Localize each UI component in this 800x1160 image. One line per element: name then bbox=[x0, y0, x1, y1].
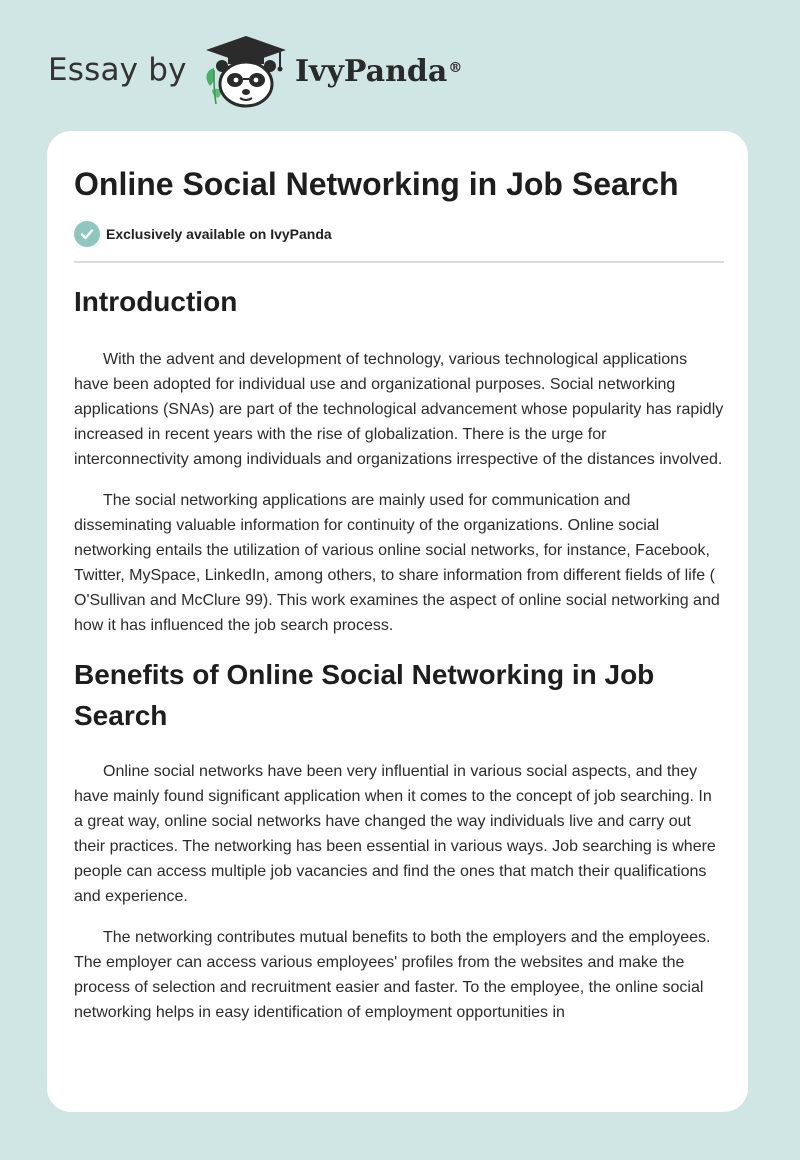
page-title: Online Social Networking in Job Search bbox=[74, 166, 679, 202]
paragraph: Online social networks have been very influential in various social aspects, and they have mainly found significant application when it comes to the concept of job searching. In a great way, online social networks have changed the way individuals live and carry out their practices. The networking has been essential in various ways. Job searching is where people can access multiple job vacancies and find the ones that match their qualifications and experience. bbox=[74, 763, 716, 905]
check-icon bbox=[74, 221, 100, 247]
essay-card bbox=[47, 131, 748, 1112]
paragraph: The networking contributes mutual benefits to both the employers and the employees. The employer can access various employees' profiles from the websites and make the process of selection and recruitment easier and faster. To the employee, the online social networking helps in easy identification of employment opportunities in bbox=[74, 929, 711, 1021]
brand-name[interactable] bbox=[295, 52, 462, 92]
site-header bbox=[0, 0, 800, 120]
panda-logo-icon[interactable] bbox=[200, 34, 292, 110]
paragraph: With the advent and development of technology, various technological applications have been adopted for individual use and organizational purposes. Social networking applications (SNAs) are part of the technological advancement whose popularity has rapidly increased in recent years with the rise of globalization. There is the urge for interconnectivity among individuals and organizations irrespective of the distances involved. bbox=[74, 351, 724, 468]
section-heading-benefits: Benefits of Online Social Networking in Job Search bbox=[74, 659, 655, 731]
section-heading-introduction: Introduction bbox=[74, 286, 238, 317]
badge-label: Exclusively available on IvyPanda bbox=[106, 226, 332, 242]
registered-mark: ® bbox=[448, 60, 463, 76]
article-body bbox=[74, 281, 724, 1025]
essay-by-label: Essay by bbox=[48, 52, 187, 88]
divider bbox=[74, 261, 724, 263]
brand-text: IvyPanda bbox=[295, 54, 448, 89]
exclusive-badge bbox=[74, 221, 332, 247]
paragraph: The social networking applications are mainly used for communication and disseminating valuable information for continuity of the organizations. Online social networking entails the utilization of various online social networks, for instance, Facebook, Twitter, MySpace, LinkedIn, among others, to share information from different fields of life ( O'Sullivan and McClure 99). This work examines the aspect of online social networking and how it has influenced the job search process. bbox=[74, 492, 720, 634]
